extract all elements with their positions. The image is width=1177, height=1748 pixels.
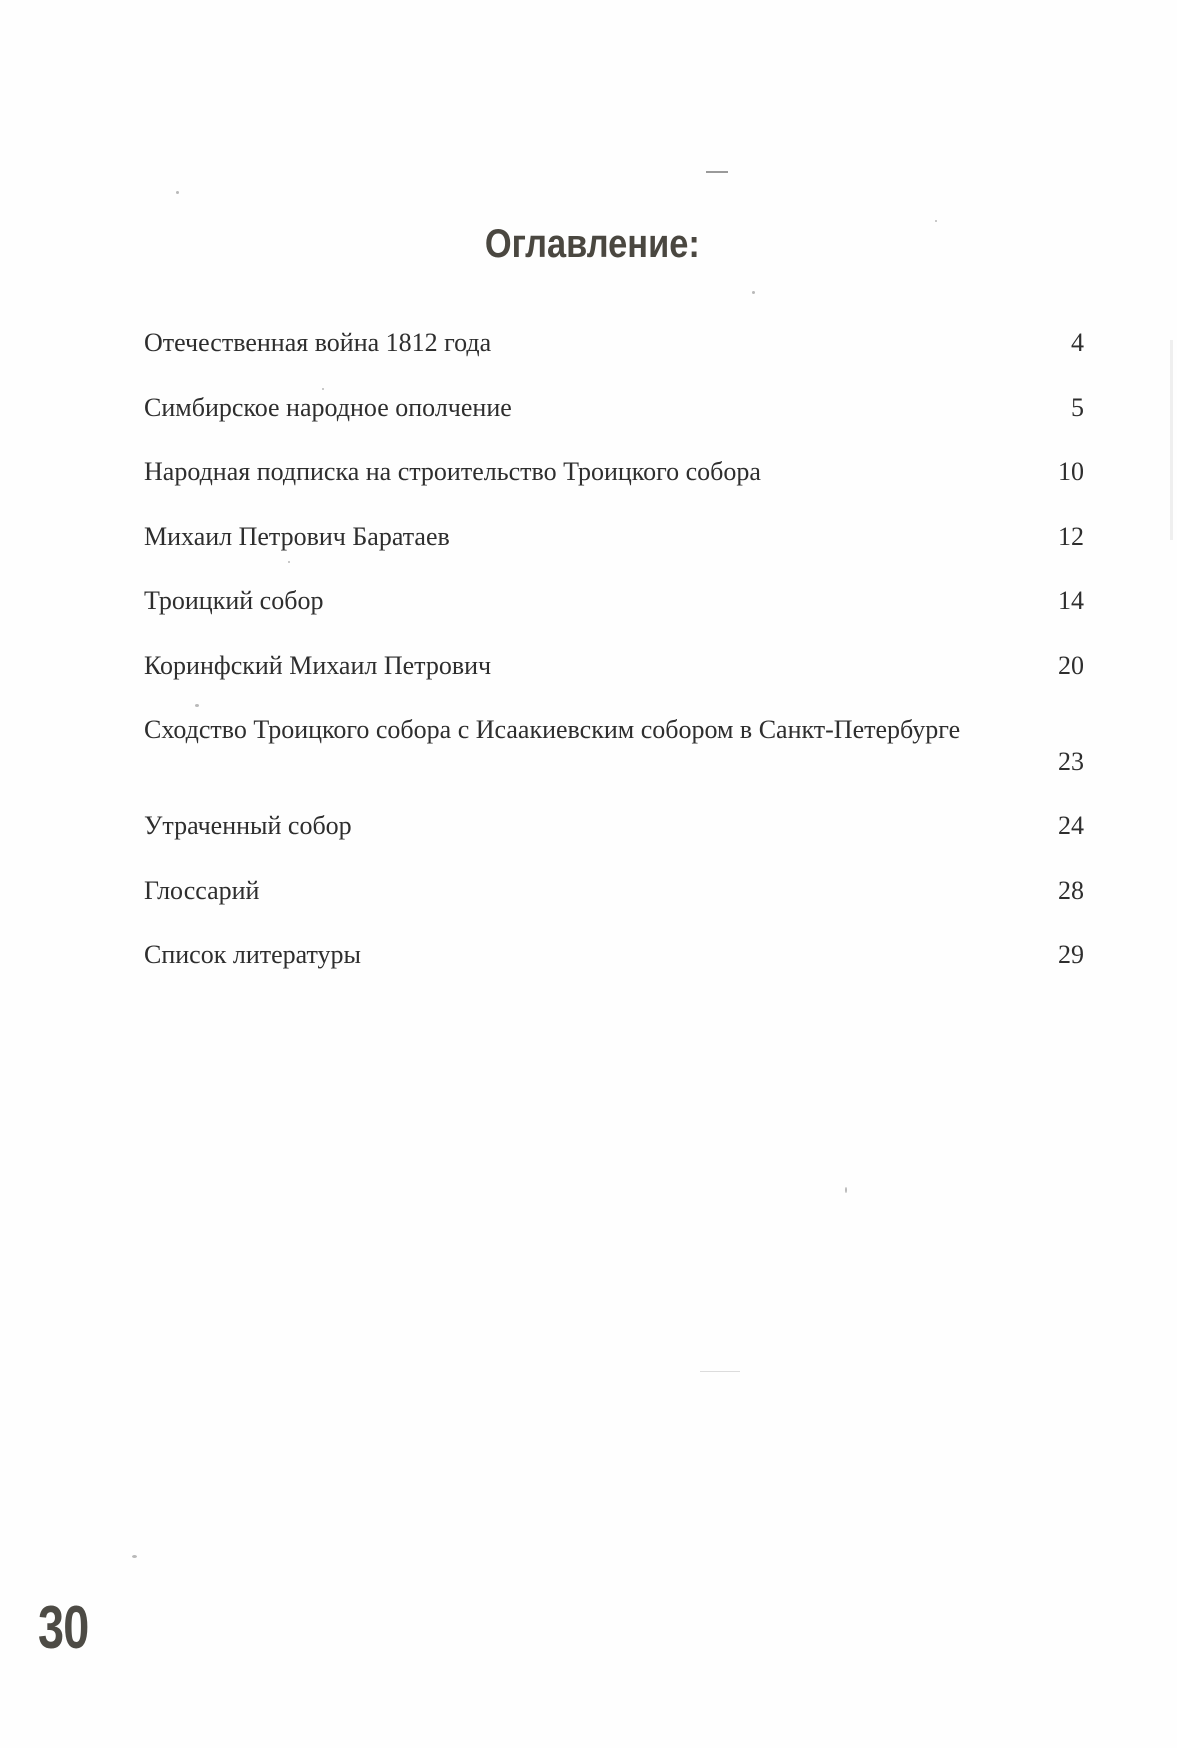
scan-speck xyxy=(1170,340,1173,540)
decorative-dash xyxy=(706,171,728,173)
toc-entry xyxy=(144,455,1084,520)
toc-entry xyxy=(144,391,1084,456)
toc-entry xyxy=(144,326,1084,391)
toc-entry-title: Троицкий собор xyxy=(144,586,324,615)
toc-entry-title: Утраченный собор xyxy=(144,811,352,840)
scan-speck xyxy=(176,191,179,194)
toc-entry-page: 5 xyxy=(1071,392,1084,422)
toc-entry xyxy=(144,874,1084,939)
scan-speck xyxy=(935,220,937,222)
toc-entry-title: Михаил Петрович Баратаев xyxy=(144,521,450,551)
scan-speck xyxy=(195,704,199,707)
toc-entry xyxy=(144,649,1084,714)
page-number: 30 xyxy=(38,1594,89,1661)
toc-entry xyxy=(144,520,1084,585)
toc-entry-title: Список литературы xyxy=(144,940,361,969)
toc-entry-page: 23 xyxy=(1058,747,1084,776)
toc-entry-page: 24 xyxy=(1058,811,1084,840)
toc-entry xyxy=(144,584,1084,649)
toc-entry-title: Коринфский Михаил Петрович xyxy=(144,650,492,680)
toc-entry-page: 28 xyxy=(1058,875,1084,905)
toc-entry-title: Симбирское народное ополчение xyxy=(144,392,512,422)
toc-entry-title: Отечественная война 1812 года xyxy=(144,328,492,357)
toc-entry-page: 4 xyxy=(1071,328,1084,357)
toc-entry-page: 29 xyxy=(1058,940,1084,969)
toc-entry-page: 20 xyxy=(1058,650,1084,680)
scan-speck xyxy=(322,388,324,390)
toc-entry-page: 12 xyxy=(1058,521,1084,551)
toc-entry-title: Народная подписка на строительство Троицкого собора xyxy=(144,457,761,486)
scan-speck xyxy=(845,1187,847,1193)
toc-entry xyxy=(144,938,1084,1003)
scan-speck xyxy=(752,291,755,294)
table-of-contents xyxy=(144,326,1084,1003)
toc-entry xyxy=(144,809,1084,874)
toc-entry-title: Сходство Троицкого собора с Исаакиевским собором в Санкт-Петербурге xyxy=(144,715,961,744)
toc-entry xyxy=(144,713,1084,809)
toc-entry-page: 10 xyxy=(1058,457,1084,486)
scan-speck xyxy=(288,561,290,563)
toc-entry-title: Глоссарий xyxy=(144,875,260,905)
scan-speck xyxy=(132,1555,137,1558)
scan-speck xyxy=(700,1371,740,1372)
toc-entry-page: 14 xyxy=(1058,586,1084,615)
page-title: Оглавление: xyxy=(484,222,700,266)
